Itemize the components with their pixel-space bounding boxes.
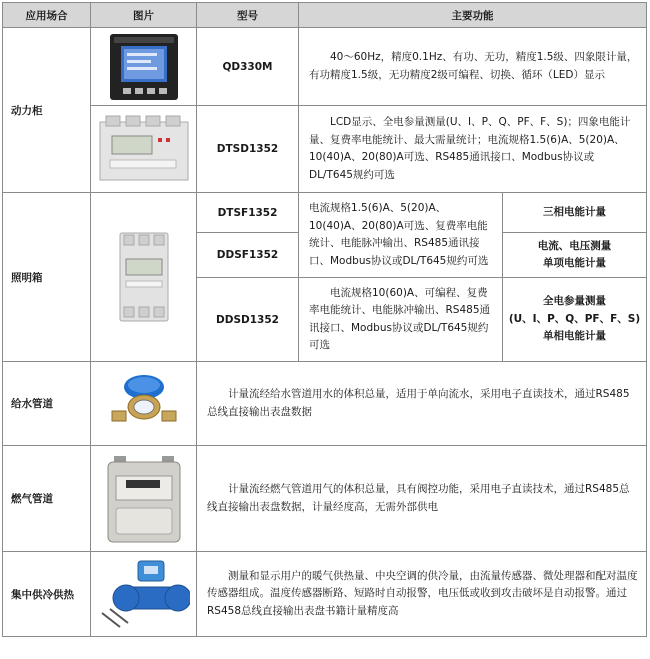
model-cell: QD330M: [197, 28, 299, 106]
side-note-line: 单项电能计量: [543, 257, 606, 269]
table-row: [3, 362, 647, 446]
model-cell: DDSF1352: [197, 233, 299, 278]
function-cell: 计量流经给水管道用水的体积总量，适用于单向流水，采用电子直读技术，通过RS485总线直接输出表盘数据: [197, 362, 647, 446]
header-application: 应用场合: [3, 3, 91, 28]
category-central-heating-cooling: 集中供冷供热: [3, 552, 91, 637]
table-row: [3, 552, 647, 637]
picture-cell: [91, 193, 197, 362]
function-cell: 40～60Hz，精度0.1Hz、有功、无功，精度1.5级、四象限计量，有功精度1.5级，无功精度2级可编程、切换、循环（LED）显示: [299, 28, 647, 106]
side-note-line: 全电参量测量: [543, 295, 606, 308]
side-note-line: (U、I、P、Q、PF、F、S): [508, 312, 641, 325]
side-note-line: 单相电能计量: [543, 330, 606, 343]
header-model: 型号: [197, 3, 299, 28]
function-cell: 计量流经燃气管道用气的体积总量，具有阀控功能，采用电子直读技术，通过RS485总线直接输出表盘数据，计量经度高，无需外部供电: [197, 446, 647, 552]
model-cell: DDSD1352: [197, 278, 299, 362]
header-function: 主要功能: [299, 3, 647, 28]
water-meter-image: [108, 371, 180, 437]
function-cell: 电流规格1.5(6)A、5(20)A、10(40)A、20(80)A可选、复费率电能统计、电能脉冲输出、RS485通讯接口、Modbus协议或DL/T645规约可选: [299, 193, 503, 278]
table-row: [3, 106, 647, 193]
side-note-cell: [503, 278, 647, 362]
side-note-cell: [503, 233, 647, 278]
single-phase-meter-image: [112, 229, 176, 325]
category-lighting-box: 照明箱: [3, 193, 91, 362]
picture-cell: [91, 362, 197, 446]
din-rail-meter-image: [96, 114, 192, 184]
table-header-row: [3, 3, 647, 28]
panel-meter-image: [109, 33, 179, 101]
table-row: [3, 28, 647, 106]
category-water-pipe: 给水管道: [3, 362, 91, 446]
table-row: [3, 193, 647, 233]
function-cell: 电流规格10(60)A、可编程、复费率电能统计、电能脉冲输出、RS485通讯接口、Modbus协议或DL/T645规约可选: [299, 278, 503, 362]
gas-meter-image: [104, 454, 184, 544]
category-power-cabinet: 动力柜: [3, 28, 91, 193]
model-cell: DTSD1352: [197, 106, 299, 193]
table-row: [3, 446, 647, 552]
model-cell: DTSF1352: [197, 193, 299, 233]
heat-meter-image: [98, 557, 190, 631]
function-cell: LCD显示、全电参量测量(U、I、P、Q、PF、F、S)；四象电能计量、复费率电能统计、最大需量统计；电流规格1.5(6)A、5(20)A、10(40)A、20(80)A可选、RS485通讯接口、Modbus协议或DL/T645规约可选: [299, 106, 647, 193]
picture-cell: [91, 552, 197, 637]
product-spec-table: [2, 2, 647, 637]
function-cell: 测量和显示用户的暖气供热量、中央空调的供冷量，由流量传感器、微处理器和配对温度传感器组成。温度传感器断路、短路时自动报警，电压低或收到攻击破坏是自动报警。通过RS458总线直接输出表盘书籍计量精度高: [197, 552, 647, 637]
picture-cell: [91, 106, 197, 193]
picture-cell: [91, 446, 197, 552]
picture-cell: [91, 28, 197, 106]
side-note-cell: 三相电能计量: [503, 193, 647, 233]
header-picture: 图片: [91, 3, 197, 28]
category-gas-pipe: 燃气管道: [3, 446, 91, 552]
side-note-line: 电流、电压测量: [537, 239, 612, 252]
